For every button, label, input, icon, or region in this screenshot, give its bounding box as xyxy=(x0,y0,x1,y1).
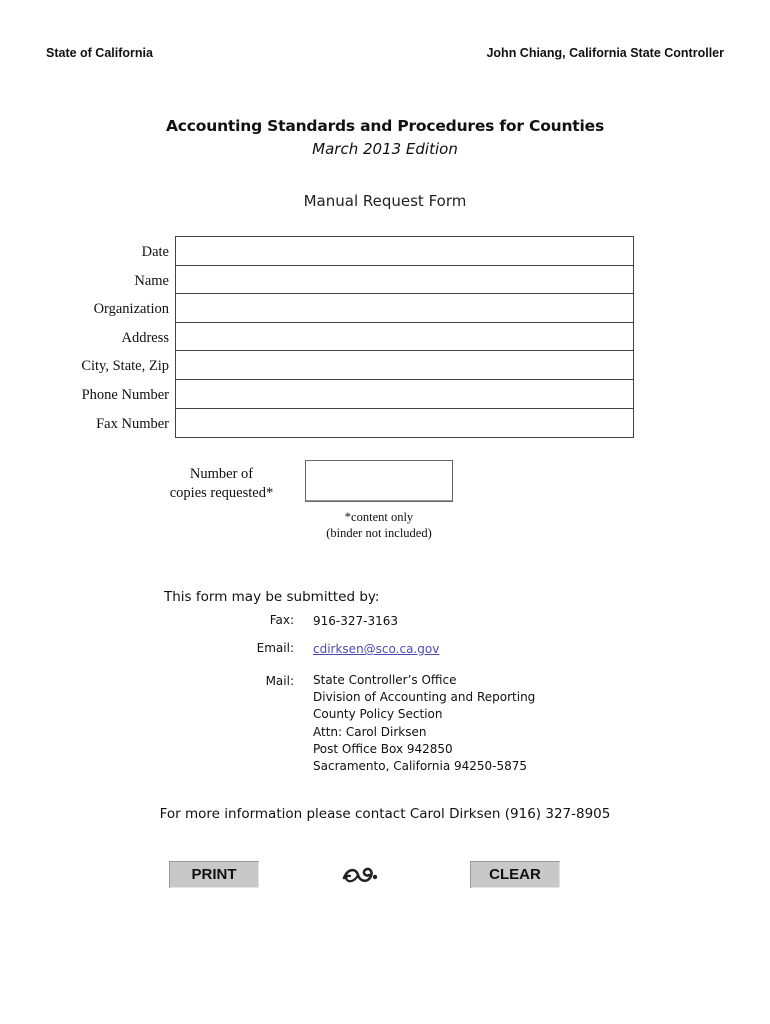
organization-field[interactable] xyxy=(176,294,633,322)
copies-note xyxy=(300,509,458,541)
phone-number-label: Phone Number xyxy=(81,386,169,403)
date-row xyxy=(176,237,633,266)
mail-line: Division of Accounting and Reporting xyxy=(313,690,536,705)
submission-heading: This form may be submitted by: xyxy=(164,589,380,605)
mail-label: Mail: xyxy=(265,674,294,688)
copies-label-line1: Number of xyxy=(189,466,254,482)
name-field[interactable] xyxy=(176,266,633,294)
phone-number-field[interactable] xyxy=(176,380,633,408)
mail-address xyxy=(313,672,535,775)
address-label: Address xyxy=(121,329,169,346)
address-row xyxy=(176,323,633,352)
copies-note-line2: (binder not included) xyxy=(326,526,432,540)
fax-number-label: Fax Number xyxy=(96,415,169,432)
more-info-text: For more information please contact Carol Dirksen (916) 327-8905 xyxy=(159,806,611,822)
clear-button[interactable]: CLEAR xyxy=(470,861,560,888)
mail-line: County Policy Section xyxy=(313,707,443,722)
date-field[interactable] xyxy=(176,237,633,265)
email-label: Email: xyxy=(256,641,294,655)
copies-field[interactable] xyxy=(306,461,452,501)
header-controller: John Chiang, California State Controller xyxy=(486,46,724,60)
flourish-ornament-icon xyxy=(340,862,380,888)
document-title: Accounting Standards and Procedures for Counties xyxy=(166,117,604,135)
print-button[interactable]: PRINT xyxy=(169,861,259,888)
fax-value: 916-327-3163 xyxy=(313,614,399,628)
city-state-zip-row xyxy=(176,351,633,380)
copies-box xyxy=(305,460,453,502)
copies-note-line1: *content only xyxy=(344,510,414,524)
city-state-zip-field[interactable] xyxy=(176,351,633,379)
form-title: Manual Request Form xyxy=(303,192,467,210)
mail-line: Attn: Carol Dirksen xyxy=(313,724,427,739)
organization-label: Organization xyxy=(93,301,169,318)
document-edition: March 2013 Edition xyxy=(312,140,458,158)
request-form-table xyxy=(175,236,634,438)
fax-number-field[interactable] xyxy=(176,409,633,438)
field-labels xyxy=(40,236,169,436)
address-field[interactable] xyxy=(176,323,633,351)
date-label: Date xyxy=(141,244,169,260)
organization-row xyxy=(176,294,633,323)
mail-line: State Controller’s Office xyxy=(313,673,457,687)
header-state: State of California xyxy=(46,46,153,60)
name-row xyxy=(176,266,633,295)
phone-number-row xyxy=(176,380,633,409)
city-state-zip-label: City, State, Zip xyxy=(81,358,169,375)
fax-label: Fax: xyxy=(269,613,294,627)
name-label: Name xyxy=(134,272,169,289)
copies-label xyxy=(150,465,293,503)
mail-line: Post Office Box 942850 xyxy=(313,741,453,756)
copies-label-line2: copies requested* xyxy=(169,485,274,501)
fax-number-row xyxy=(176,409,633,438)
email-link[interactable]: cdirksen@sco.ca.gov xyxy=(313,642,440,656)
mail-line: Sacramento, California 94250-5875 xyxy=(313,759,528,774)
